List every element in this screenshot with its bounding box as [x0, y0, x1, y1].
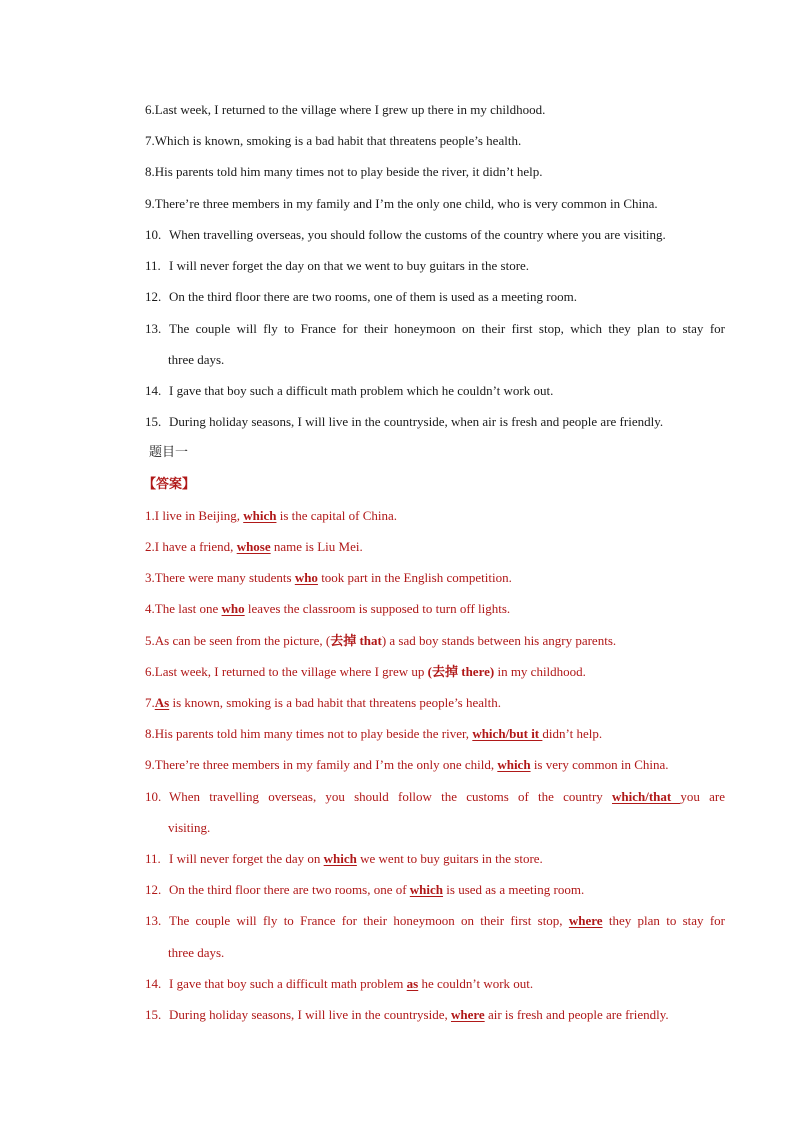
answer-key: as [406, 976, 419, 991]
answer-key: which [409, 882, 444, 897]
answer-text: we went to buy guitars in the store. [356, 851, 543, 866]
question-text: The couple will fly to France for their honeymoon on their first stop, which they plan to stay for [169, 321, 725, 336]
answer-text: 4.The last one [145, 601, 222, 616]
answer-text: he couldn’t work out. [418, 976, 534, 991]
answer-text: in my childhood. [494, 664, 586, 679]
question-15 [145, 413, 725, 431]
answer-text: The couple will fly to France for their honeymoon on their first stop, [169, 913, 569, 928]
answer-number: 15. [145, 1007, 162, 1022]
answer-key: whose [236, 539, 271, 554]
question-text: When travelling overseas, you should follow the customs of the country where you are visiting. [169, 227, 666, 242]
answer-text: is used as a meeting room. [443, 882, 585, 897]
question-number: 15. [145, 414, 162, 429]
question-14 [145, 382, 725, 400]
answer-number: 14. [145, 976, 162, 991]
question-text: On the third floor there are two rooms, one of them is used as a meeting room. [169, 289, 577, 304]
question-13-continued: three days. [168, 352, 225, 367]
answer-2 [145, 538, 725, 556]
question-8: 8.His parents told him many times not to play beside the river, it didn’t help. [145, 164, 543, 179]
answer-text: 3.There were many students [145, 570, 295, 585]
answer-key: As [154, 695, 170, 710]
answer-text: During holiday seasons, I will live in the countryside, [169, 1007, 451, 1022]
question-12 [145, 288, 725, 306]
answer-text: 7. [145, 695, 155, 710]
answer-10-continued: visiting. [168, 820, 211, 835]
question-text: I will never forget the day on that we went to buy guitars in the store. [169, 258, 530, 273]
answer-13-continued: three days. [168, 945, 225, 960]
question-6: 6.Last week, I returned to the village where I grew up there in my childhood. [145, 102, 546, 117]
answer-3 [145, 569, 725, 587]
answer-number: 13. [145, 913, 162, 928]
answer-9 [145, 756, 725, 774]
question-9: 9.There’re three members in my family and I’m the only one child, who is very common in China. [145, 196, 658, 211]
answer-text: 1.I live in Beijing, [145, 508, 244, 523]
answer-text: is the capital of China. [276, 508, 398, 523]
answer-text: 2.I have a friend, [145, 539, 237, 554]
answer-1 [145, 507, 725, 525]
answer-text: you are [680, 789, 725, 804]
answer-11 [145, 850, 725, 868]
answer-12 [145, 881, 725, 899]
answer-text: ) a sad boy stands between his angry parents. [381, 633, 617, 648]
answer-number: 12. [145, 882, 162, 897]
question-number: 14. [145, 383, 162, 398]
answer-text: 6.Last week, I returned to the village where I grew up [145, 664, 428, 679]
answer-5 [145, 632, 725, 650]
answer-text: On the third floor there are two rooms, one of [169, 882, 410, 897]
answer-key: which [497, 757, 531, 772]
answer-7 [145, 694, 725, 712]
answer-key: 去掉 that [330, 633, 382, 648]
answer-number: 10. [145, 789, 162, 804]
answer-6 [145, 663, 725, 681]
answer-key: (去掉 there) [427, 664, 495, 679]
answer-text: didn’t help. [542, 726, 603, 741]
answer-14 [145, 975, 725, 993]
answer-number: 11. [145, 851, 161, 866]
answer-key: where [568, 913, 603, 928]
answer-text: name is Liu Mei. [270, 539, 363, 554]
question-number: 12. [145, 289, 162, 304]
answer-text: is known, smoking is a bad habit that threatens people’s health. [169, 695, 502, 710]
answer-key: which/but it [472, 726, 543, 741]
answer-text: 5.As can be seen from the picture, ( [145, 633, 331, 648]
answer-key: which [243, 508, 277, 523]
question-10 [145, 226, 725, 244]
question-7: 7.Which is known, smoking is a bad habit that threatens people’s health. [145, 133, 522, 148]
answer-text: 9.There’re three members in my family and I’m the only one child, [145, 757, 498, 772]
question-number: 10. [145, 227, 162, 242]
answer-15 [145, 1006, 725, 1024]
answer-text: leaves the classroom is supposed to turn off lights. [244, 601, 511, 616]
question-11 [145, 257, 725, 275]
answer-key: who [221, 601, 245, 616]
section-title: 题目一 [149, 445, 189, 460]
answer-10 [145, 788, 725, 806]
question-13 [145, 320, 725, 338]
answer-text: When travelling overseas, you should follow the customs of the country [169, 789, 612, 804]
answer-4 [145, 600, 725, 618]
question-text: During holiday seasons, I will live in the countryside, when air is fresh and people are friendly. [169, 414, 664, 429]
answer-label: 【答案】 [143, 477, 196, 492]
answer-text: air is fresh and people are friendly. [484, 1007, 669, 1022]
question-number: 11. [145, 258, 161, 273]
answer-key: which [323, 851, 357, 866]
answer-key: where [450, 1007, 485, 1022]
answer-text: they plan to stay for [602, 913, 725, 928]
answer-text: I will never forget the day on [169, 851, 324, 866]
answer-13 [145, 912, 725, 930]
answer-text: 8.His parents told him many times not to play beside the river, [145, 726, 473, 741]
answer-key: who [294, 570, 318, 585]
answer-text: took part in the English competition. [317, 570, 512, 585]
answer-8 [145, 725, 725, 743]
question-text: I gave that boy such a difficult math problem which he couldn’t work out. [169, 383, 554, 398]
answer-key: which/that [612, 789, 681, 804]
answer-text: is very common in China. [530, 757, 669, 772]
question-number: 13. [145, 321, 162, 336]
answer-text: I gave that boy such a difficult math problem [169, 976, 407, 991]
